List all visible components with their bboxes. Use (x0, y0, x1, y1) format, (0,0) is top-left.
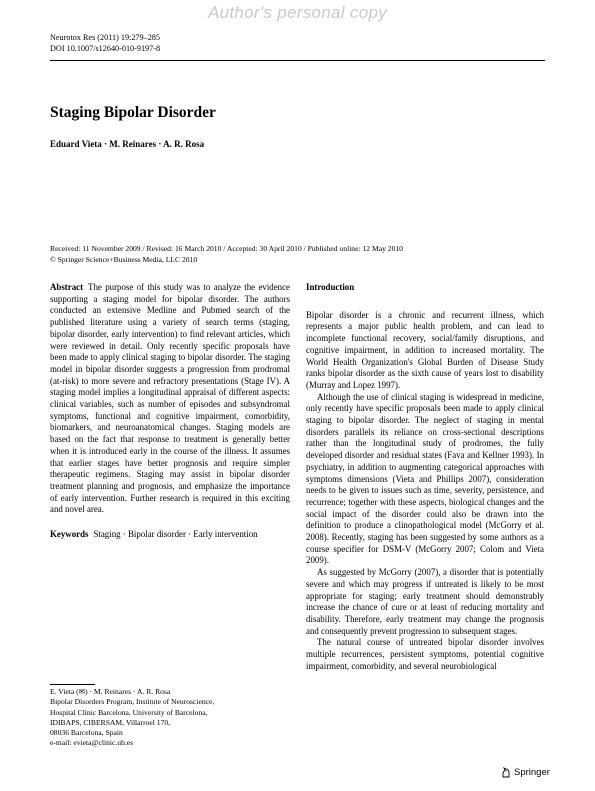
authors-copy-watermark: Author's personal copy (208, 3, 387, 22)
intro-paragraph-2: Although the use of clinical staging is widespread in medicine, only recently have specific proposals been made to apply clinical staging to bipolar disorder. The neglect of staging in mental disorders parallels its reliance on cross-sectional descriptions rather than the longitudinal study of prodromes, the fully developed disorder and residual states (Fava and Kellner 1993). In psychiatry, in addition to augmenting categorical approaches with symptoms dimensions (Vieta and Phillips 2007), consideration needs to be given to issues such as time, severity, persistence, and recurrence; together with these aspects, biological changes and the social impact of the disorder could also be drawn into the definition to produce a clinopathological model (McGorry et al. 2008). Recently, staging has been suggested by some authors as a course specifier for DSM-V (McGorry 2007; Colom and Vieta 2009). (306, 391, 544, 566)
received-dates: Received: 11 November 2009 / Revised: 16 March 2010 / Accepted: 30 April 2010 / Published online: 12 May 2010 (50, 244, 403, 253)
keywords (50, 529, 290, 541)
intro-paragraph-4: The natural course of untreated bipolar disorder involves multiple recurrences, persistent symptoms, potential cognitive impairment, comorbidity, and several neurobiological (306, 637, 544, 671)
abstract-label: Abstract (50, 282, 84, 292)
intro-paragraph-3: As suggested by McGorry (2007), a disorder that is potentially severe and which may progress if untreated is likely to be most appropriate for staging; early treatment should demonstrably increase the chance of cure or at least of reducing mortality and disability. Therefore, early treatment may change the prognosis and consequently prevent progression to subsequent stages. (306, 567, 544, 636)
right-column (306, 282, 544, 673)
paper-title: Staging Bipolar Disorder (50, 104, 216, 121)
introduction-heading: Introduction (306, 282, 355, 292)
journal-citation: Neurotox Res (2011) 19:279–285 (50, 33, 160, 42)
abstract-text: The purpose of this study was to analyze the evidence supporting a staging model for bipolar disorder. The authors conducted an extensive Medline and Pubmed search of the published literature using a variety of search terms (staging, bipolar disorder, early intervention) to find relevant articles, which were reviewed in detail. Only recently specific proposals have been made to apply clinical staging to bipolar disorder. The staging model in bipolar disorder suggests a progression from prodromal (at-risk) to more severe and refractory presentations (Stage IV). A staging model implies a longitudinal appraisal of different aspects: clinical variables, such as number of episodes and subsyndromal symptoms, functional and cognitive impairment, comorbidity, biomarkers, and neuroanatomical changes. Staging models are based on the fact that response to treatment is generally better when it is introduced early in the course of the illness. It assumes that earlier stages have better prognosis and require simpler therapeutic regimens. Staging may assist in bipolar disorder treatment planning and prognosis, and emphasize the importance of early intervention. Further research is required in this exciting and novel area. (50, 282, 290, 515)
header-rule (50, 60, 545, 61)
springer-logo (501, 766, 550, 778)
keywords-text: Staging · Bipolar disorder · Early intervention (93, 529, 258, 540)
left-column (50, 282, 290, 541)
footnote-line: 08036 Barcelona, Spain (50, 728, 123, 738)
intro-paragraph-1: Bipolar disorder is a chronic and recurrent illness, which represents a major public health problem, and can lead to incomplete functional recovery, social/family disruptions, and cognitive impairment, in addition to increased mortality. The World Health Organization's Global Burden of Disease Study ranks bipolar disorder as the sixth cause of years lost to disability (Murray and Lopez 1997). (306, 309, 544, 390)
footnote-line: E. Vieta (✉) · M. Reinares · A. R. Rosa (50, 687, 171, 696)
author-list: Eduard Vieta · M. Reinares · A. R. Rosa (50, 139, 205, 149)
doi-line: DOI 10.1007/s12640-010-9197-8 (50, 44, 161, 53)
footnote-line: IDIBAPS, CIBERSAM, Villarroel 170, (50, 717, 171, 727)
author-affiliation-footnote (50, 687, 214, 749)
publication-history (50, 243, 403, 265)
keywords-label: Keywords (50, 529, 89, 540)
copyright-line: © Springer Science+Business Media, LLC 2010 (50, 255, 198, 264)
abstract (50, 282, 290, 516)
footnote-email: e-mail: evieta@clinic.ub.es (50, 738, 134, 748)
publisher-name: Springer (514, 766, 550, 778)
footnote-line: Hospital Clinic Barcelona, University of Barcelona, (50, 707, 208, 717)
journal-header (50, 32, 160, 54)
footnote-line: Bipolar Disorders Program, Institute of Neuroscience, (50, 697, 215, 707)
springer-knight-icon (501, 766, 511, 778)
footnote-rule (50, 684, 95, 685)
